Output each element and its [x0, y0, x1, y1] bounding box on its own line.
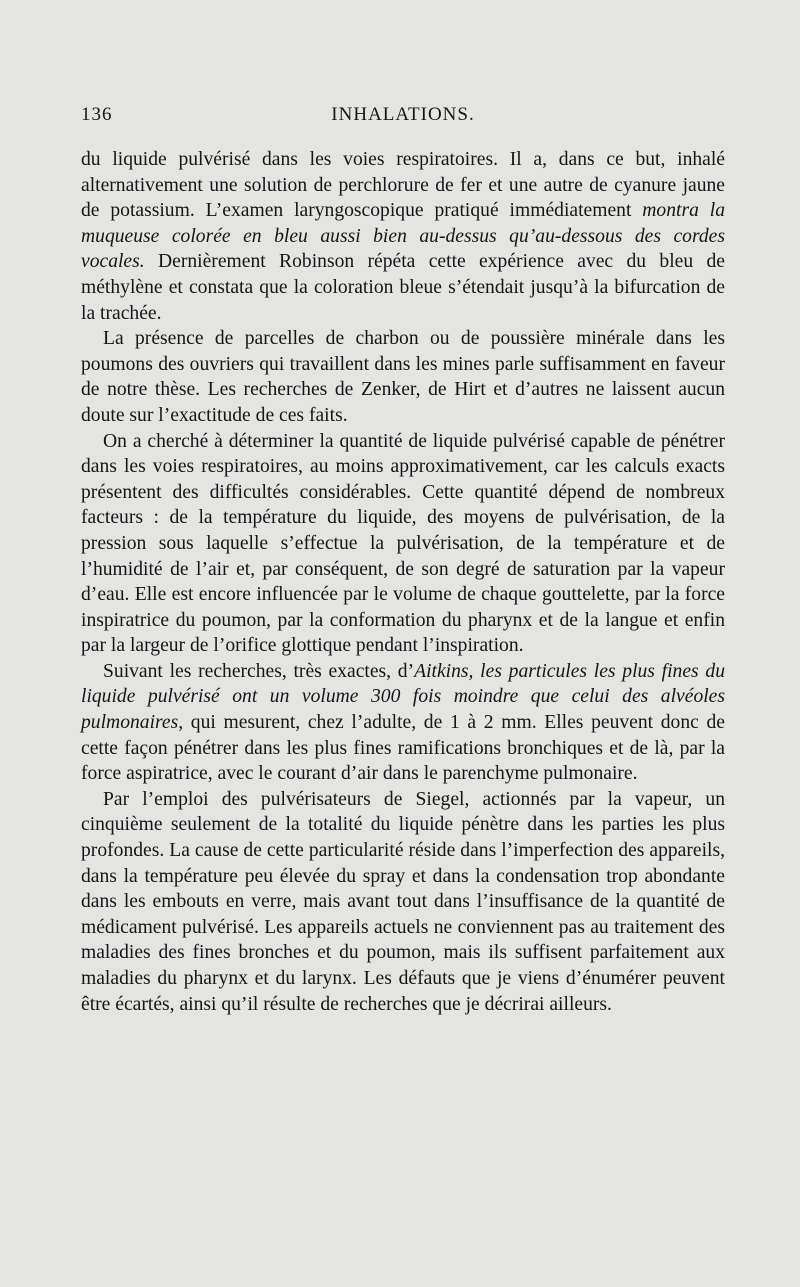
text-segment: Dernièrement Robinson répéta cette expérience avec du bleu de méthylène et constata que la coloration bleue s’étendait jusqu’à la bifurcation de la trachée. — [81, 251, 725, 324]
text-segment: Par l’emploi des pulvérisateurs de Siegel, actionnés par la vapeur, un cinquième seulement de la totalité du liquide pénètre dans les parties les plus profondes. La cause de cette particularité réside dans l’imperfection des appareils, dans la température peu élevée du spray et dans la condensation trop abondante dans les embouts en verre, mais avant tout dans l’insuffisance de la quantité de médicament pulvérisé. Les appareils actuels ne conviennent pas au traitement des maladies des fines bronches et du poumon, mais ils suffisent parfaitement aux maladies du pharynx et du larynx. Les défauts que je viens d’énumérer peuvent être écartés, ainsi qu’il résulte de recherches que je décrirai ailleurs. — [81, 788, 725, 1015]
text-segment: qui mesurent, chez l’adulte, de 1 à 2 mm. Elles peuvent donc de cette façon pénétrer dans les plus fines ramifications bronchiques et de là, par la force aspiratrice, avec le courant d’air dans le parenchyme pulmonaire. — [81, 712, 725, 785]
paragraph — [81, 147, 725, 326]
paragraph — [81, 787, 725, 1017]
page-header — [81, 104, 725, 134]
text-segment: du liquide pulvérisé dans les voies respiratoires. Il a, dans ce but, inhalé alternativement une solution de perchlorure de fer et une autre de cyanure jaune de potassium. L’examen laryngoscopique pratiqué immédiatement — [81, 149, 725, 222]
paragraph — [81, 326, 725, 428]
italic-text-segment: Aitkins, les particules les plus fines du liquide pulvérisé ont un volume 300 fois moindre que celui des alvéoles pulmonaires, — [81, 660, 725, 734]
paragraph — [81, 429, 725, 659]
italic-text-segment: montra la muqueuse colorée en bleu aussi bien au-dessus qu’au-dessous des cordes vocales. — [81, 200, 726, 273]
text-segment: On a cherché à déterminer la quantité de liquide pulvérisé capable de pénétrer dans les voies respiratoires, au moins approximativement, car les calculs exacts présentent des difficultés considérables. Cette quantité dépend de nombreux facteurs : de la température du liquide, des moyens de pulvérisation, de la pression sous laquelle s’effectue la pulvérisation, de la température et de l’humidité de l’air et, par conséquent, de son degré de saturation par la vapeur d’eau. Elle est encore influencée par le volume de chaque gouttelette, par la force inspiratrice du poumon, par la conformation du pharynx et de la langue et enfin par la largeur de l’orifice glottique pendant l’inspiration. — [81, 430, 725, 657]
text-segment: La présence de parcelles de charbon ou de poussière minérale dans les poumons des ouvriers qui travaillent dans les mines parle suffisamment en faveur de notre thèse. Les recherches de Zenker, de Hirt et d’autres ne laissent aucun doute sur l’exactitude de ces faits. — [81, 328, 725, 426]
paragraph — [81, 659, 725, 787]
body-text — [81, 147, 725, 1017]
text-segment: Suivant les recherches, très exactes, d’ — [103, 660, 415, 682]
page-number: 136 — [81, 104, 113, 125]
running-title: INHALATIONS. — [331, 104, 475, 125]
